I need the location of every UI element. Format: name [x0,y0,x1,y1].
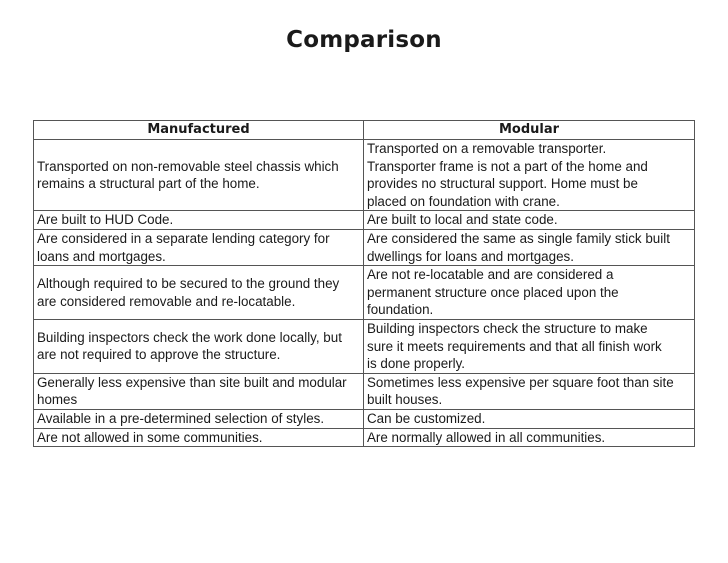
table-row [34,373,695,409]
cell-manufactured [34,409,364,428]
table-header-row [34,121,695,140]
table-row [34,140,695,211]
column-header-modular: Modular [364,121,695,140]
cell-text-line: Are considered the same as single family stick built [367,230,670,246]
cell-text-line: homes [37,392,78,408]
cell-modular [364,140,695,211]
cell-text-line: dwellings for loans and mortgages. [367,248,574,264]
cell-text-line: Are built to HUD Code. [37,212,174,228]
cell-manufactured [34,140,364,211]
table-row [34,211,695,230]
cell-modular [364,409,695,428]
cell-manufactured [34,229,364,265]
cell-text-line: provides no structural support. Home must be [367,176,638,192]
cell-text-line: Transported on non-removable steel chassis which [37,158,339,174]
cell-text-line: remains a structural part of the home. [37,176,260,192]
cell-text-line: Are not re-locatable and are considered a [367,267,614,283]
cell-text-line: Available in a pre-determined selection of styles. [37,410,325,426]
comparison-table [33,120,695,447]
cell-text-line: Are built to local and state code. [367,212,558,228]
cell-text-line: Transported on a removable transporter. [367,141,607,156]
cell-text-line: loans and mortgages. [37,248,166,264]
cell-modular [364,211,695,230]
cell-text-line: Building inspectors check the work done locally, but [37,329,342,345]
cell-text-line: Transporter frame is not a part of the home and [367,158,648,174]
cell-modular [364,266,695,320]
cell-text-line: Sometimes less expensive per square foot than site [367,374,674,390]
cell-text-line: placed on foundation with crane. [367,193,560,209]
table-row [34,319,695,373]
cell-text-line: Are normally allowed in all communities. [367,429,606,445]
cell-manufactured [34,266,364,320]
cell-text-line: Building inspectors check the structure to make [367,320,648,336]
table-row [34,409,695,428]
cell-text-line: are considered removable and re-locatable. [37,293,296,309]
cell-text-line: built houses. [367,392,443,408]
table-row [34,266,695,320]
cell-text-line: foundation. [367,302,434,318]
cell-modular [364,229,695,265]
table-row [34,428,695,447]
cell-modular [364,428,695,447]
cell-manufactured [34,428,364,447]
cell-text-line: Can be customized. [367,410,486,426]
cell-text-line: is done properly. [367,356,466,372]
cell-text-line: Are not allowed in some communities. [37,429,263,445]
cell-text-line: are not required to approve the structure. [37,347,281,363]
cell-manufactured [34,211,364,230]
cell-text-line: permanent structure once placed upon the [367,284,619,300]
cell-text-line: sure it meets requirements and that all finish work [367,338,662,354]
cell-modular [364,373,695,409]
page-title: Comparison [286,27,442,53]
table-row [34,229,695,265]
cell-manufactured [34,319,364,373]
column-header-manufactured: Manufactured [34,121,364,140]
cell-text-line: Are considered in a separate lending category for [37,230,330,246]
table-body [34,140,695,447]
cell-text-line: Although required to be secured to the ground they [37,275,340,291]
cell-text-line: Generally less expensive than site built and modular [37,374,347,390]
cell-modular [364,319,695,373]
cell-manufactured [34,373,364,409]
